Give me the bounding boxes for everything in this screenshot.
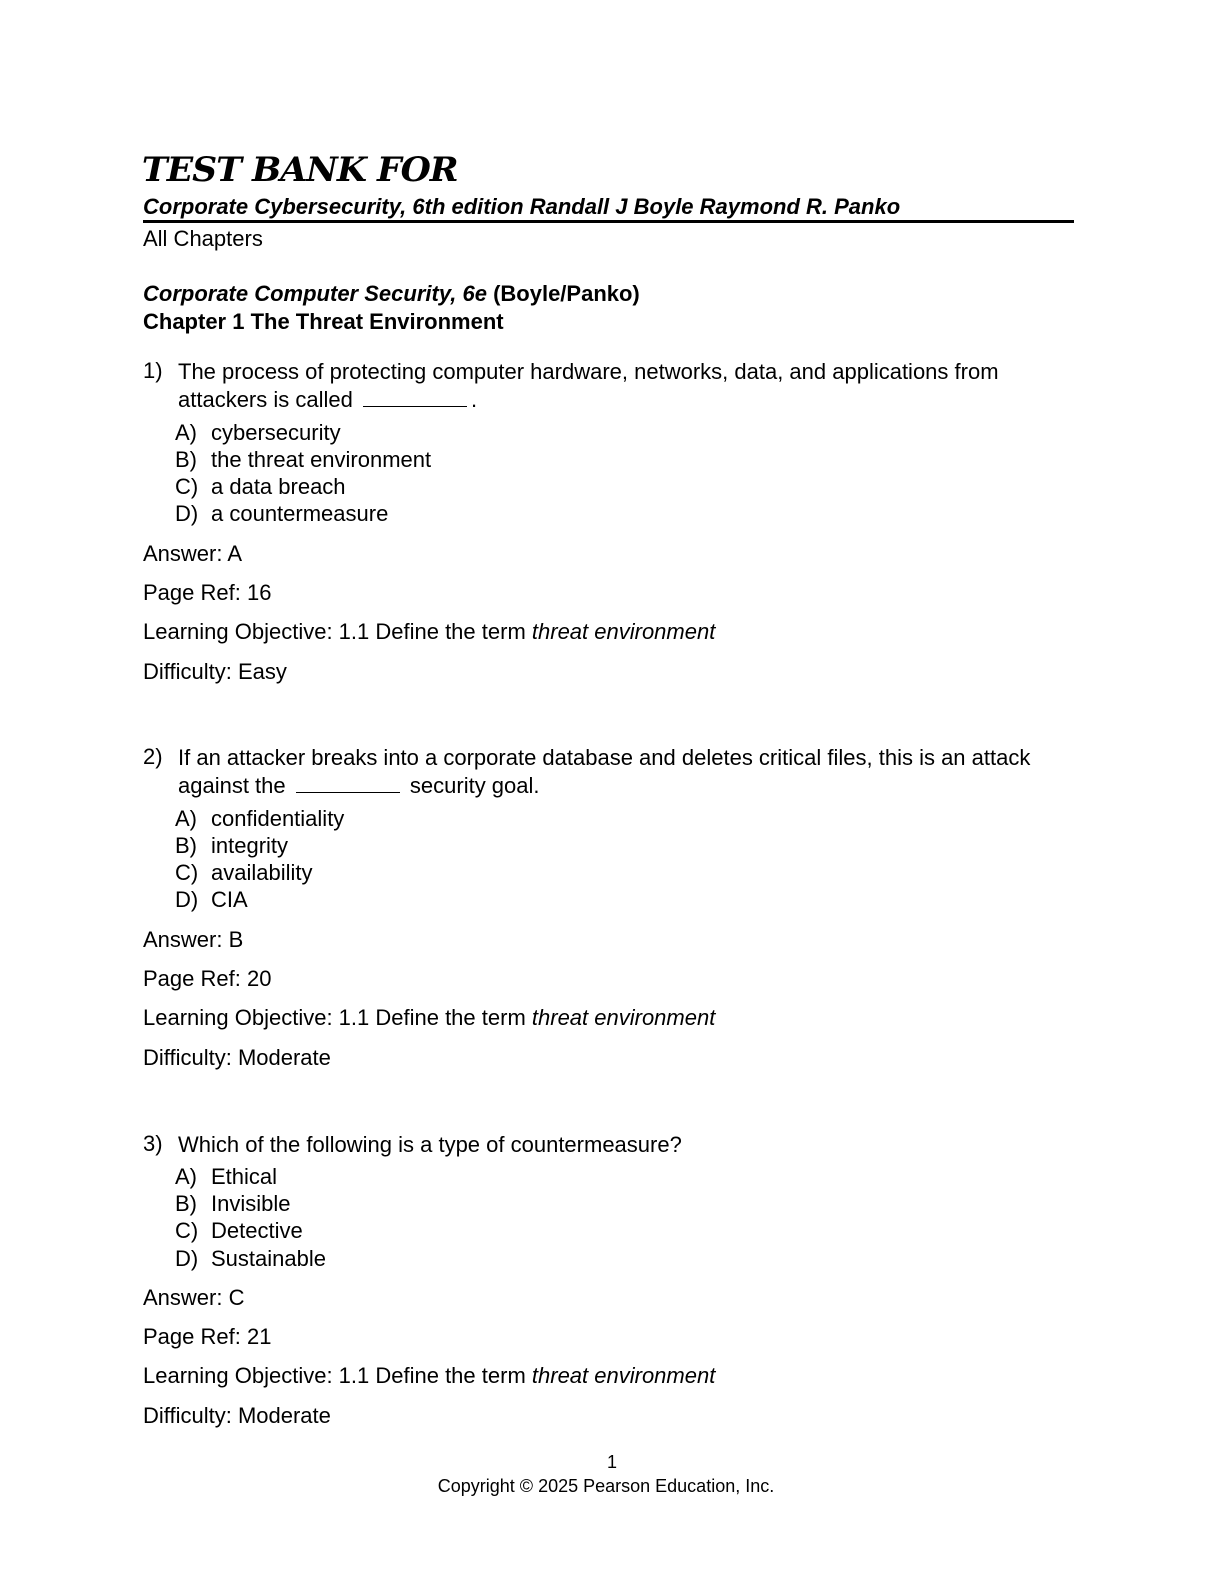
option-text: the threat environment — [211, 447, 432, 472]
option-b — [175, 447, 431, 473]
option-letter: B) — [175, 833, 197, 858]
option-d — [175, 887, 248, 913]
answer: Answer: B — [143, 927, 244, 952]
option-text: a data breach — [211, 474, 346, 499]
answer: Answer: C — [143, 1285, 245, 1310]
option-text: a countermeasure — [211, 501, 389, 526]
objective-term: threat environment — [531, 619, 716, 644]
option-d — [175, 501, 388, 527]
option-letter: C) — [175, 474, 199, 499]
learning-objective — [143, 1005, 715, 1031]
option-c — [175, 1218, 303, 1244]
chapter-heading: Chapter 1 The Threat Environment — [143, 309, 504, 334]
option-c — [175, 860, 313, 886]
option-a — [175, 420, 341, 446]
option-c — [175, 474, 346, 500]
option-letter: B) — [175, 1191, 197, 1216]
option-letter: D) — [175, 1246, 199, 1271]
header-rule — [143, 220, 1074, 223]
objective-term: threat environment — [531, 1005, 716, 1030]
question-text — [178, 744, 1078, 800]
option-letter: D) — [175, 501, 199, 526]
difficulty: Difficulty: Moderate — [143, 1403, 331, 1428]
objective-prefix: Learning Objective: 1.1 Define the term — [143, 619, 532, 644]
fill-blank — [363, 390, 467, 407]
book-title-line — [143, 281, 640, 307]
objective-prefix: Learning Objective: 1.1 Define the term — [143, 1005, 532, 1030]
option-text: Invisible — [211, 1191, 291, 1216]
book-authors: (Boyle/Panko) — [493, 281, 640, 306]
option-letter: A) — [175, 806, 197, 831]
option-letter: D) — [175, 887, 199, 912]
option-b — [175, 1191, 290, 1217]
page-number: 1 — [606, 1452, 617, 1472]
option-b — [175, 833, 288, 859]
option-text: CIA — [211, 887, 248, 912]
option-d — [175, 1246, 326, 1272]
objective-prefix: Learning Objective: 1.1 Define the term — [143, 1363, 532, 1388]
option-text: Detective — [211, 1218, 303, 1243]
book-title: Corporate Computer Security, 6e — [143, 281, 487, 306]
option-a — [175, 806, 344, 832]
question-number: 2) — [143, 744, 163, 769]
option-a — [175, 1164, 277, 1190]
option-letter: B) — [175, 447, 197, 472]
learning-objective — [143, 619, 715, 645]
question-number: 1) — [143, 358, 163, 383]
option-letter: A) — [175, 420, 197, 445]
test-bank-banner: TEST BANK FOR — [141, 150, 458, 190]
option-letter: C) — [175, 1218, 199, 1243]
difficulty: Difficulty: Moderate — [143, 1045, 331, 1070]
question-text: Which of the following is a type of countermeasure? — [178, 1132, 682, 1157]
all-chapters-label: All Chapters — [143, 226, 263, 251]
page-ref: Page Ref: 16 — [143, 580, 272, 605]
page-ref: Page Ref: 20 — [143, 966, 272, 991]
question-stem-end: security goal. — [409, 773, 540, 798]
question-number: 3) — [143, 1131, 163, 1156]
difficulty: Difficulty: Easy — [143, 659, 287, 684]
answer: Answer: A — [143, 541, 243, 566]
question-stem: The process of protecting computer hardware, networks, data, and applications from attackers is called — [178, 359, 999, 412]
option-text: integrity — [211, 833, 289, 858]
option-text: Ethical — [211, 1164, 278, 1189]
learning-objective — [143, 1363, 715, 1389]
objective-term: threat environment — [531, 1363, 716, 1388]
option-text: confidentiality — [211, 806, 345, 831]
question-text — [178, 358, 1078, 414]
option-text: availability — [211, 860, 313, 885]
copyright-footer: Copyright © 2025 Pearson Education, Inc. — [437, 1476, 775, 1496]
option-text: cybersecurity — [211, 420, 341, 445]
question-stem: If an attacker breaks into a corporate database and deletes critical files, this is an attack against the — [178, 745, 1031, 798]
book-subtitle: Corporate Cybersecurity, 6th edition Randall J Boyle Raymond R. Panko — [143, 194, 901, 219]
option-text: Sustainable — [211, 1246, 326, 1271]
option-letter: A) — [175, 1164, 197, 1189]
fill-blank — [296, 776, 400, 793]
option-letter: C) — [175, 860, 199, 885]
page-ref: Page Ref: 21 — [143, 1324, 272, 1349]
question-stem-end: . — [470, 387, 478, 412]
